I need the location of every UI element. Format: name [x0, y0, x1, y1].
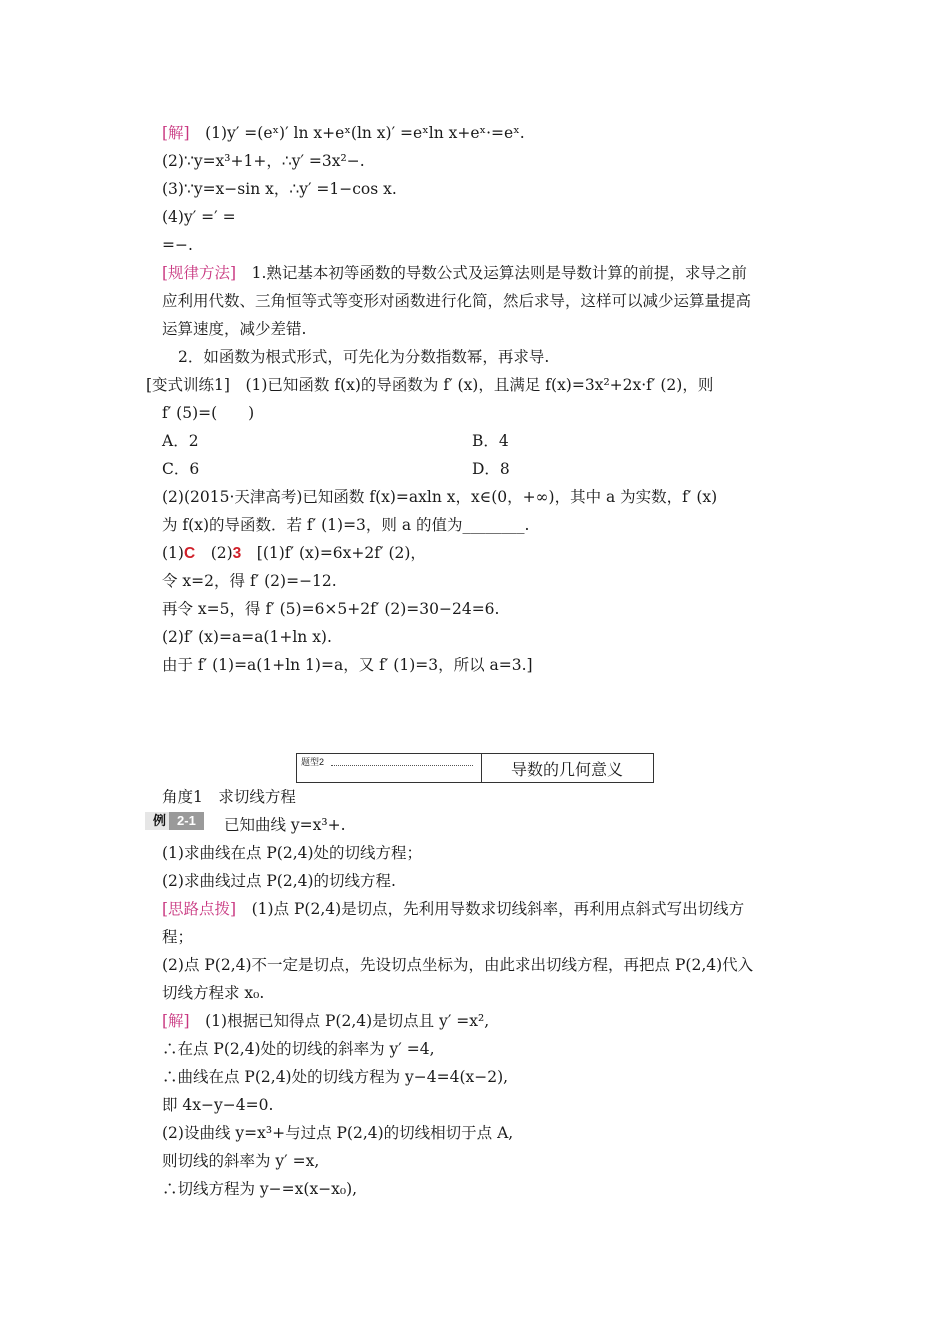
- method-text-1: 1.熟记基本初等函数的导数公式及运算法则是导数计算的前提，求导之前: [251, 264, 747, 282]
- line-2: (2)∵y=x³+1+，∴y′ =3x²−.: [162, 152, 365, 170]
- exercise-line-2: f′ (5)=( ): [162, 404, 255, 422]
- example-badge: [145, 812, 204, 830]
- method-line-3: 运算速度，减少差错.: [162, 320, 307, 338]
- answer-line-1: [162, 543, 426, 564]
- example-text: 已知曲线 y=x³+.: [224, 816, 346, 834]
- hint-line-2: 程；: [162, 928, 194, 946]
- example-badge-label: 例: [145, 812, 169, 830]
- line-1-text: (1)y′ =(eˣ)′ ln x+eˣ(ln x)′ =eˣln x+eˣ·=eˣ.: [205, 124, 525, 142]
- question-1: (1)求曲线在点 P(2,4)处的切线方程；: [162, 844, 423, 862]
- sol-text-1: (1)根据已知得点 P(2,4)是切点且 y′ =x²,: [205, 1012, 490, 1030]
- option-b: B．4: [472, 432, 509, 450]
- answer-line-2: 令 x=2，得 f′ (2)=−12.: [162, 572, 337, 590]
- answer-line-5: 由于 f′ (1)=a(1+ln 1)=a，又 f′ (1)=3，所以 a=3.]: [162, 656, 533, 674]
- hint-text-1: (1)点 P(2,4)是切点，先利用导数求切线斜率，再利用点斜式写出切线方: [251, 900, 745, 918]
- dotted-divider: [331, 765, 473, 766]
- question-2: (2)求曲线过点 P(2,4)的切线方程.: [162, 872, 396, 890]
- answer-line-4: (2)f′ (x)=a=a(1+ln x).: [162, 628, 332, 646]
- exercise-line-4: 为 f(x)的导函数．若 f′ (1)=3，则 a 的值为________.: [162, 516, 530, 534]
- exercise-line-3: (2)(2015·天津高考)已知函数 f(x)=axln x，x∈(0，+∞)，其中 a 为实数，f′ (x): [162, 488, 718, 506]
- answer-explain-1: [(1)f′ (x)=6x+2f′ (2)，: [256, 544, 426, 562]
- answer-part-2-label: (2): [210, 544, 233, 562]
- hint-tag: [思路点拨]: [162, 900, 237, 918]
- method-line-2: 应利用代数、三角恒等式等变形对函数进行化简，然后求导，这样可以减少运算量提高: [162, 292, 752, 310]
- sol-line-6: 则切线的斜率为 y′ =x,: [162, 1152, 320, 1170]
- section-label: 题型2: [301, 757, 325, 767]
- line-3: (3)∵y=x−sin x，∴y′ =1−cos x.: [162, 180, 397, 198]
- angle-heading: 角度1 求切线方程: [162, 788, 296, 806]
- answer-1: C: [183, 545, 196, 562]
- option-a: A．2: [162, 432, 199, 450]
- sol-tag: [解]: [162, 1012, 190, 1030]
- exercise-line-1: [变式训练1] (1)已知函数 f(x)的导函数为 f′ (x)，且满足 f(x)=3x²+2x·f′ (2)，则: [146, 376, 714, 394]
- example-badge-number: 2-1: [169, 812, 204, 830]
- section-header: [296, 753, 654, 783]
- answer-2: 3: [232, 545, 242, 562]
- section-header-left: [297, 754, 482, 782]
- hint-line-4: 切线方程求 x₀.: [162, 984, 265, 1002]
- sol-line-2: ∴在点 P(2,4)处的切线的斜率为 y′ =4,: [162, 1040, 435, 1058]
- sol-line-3: ∴曲线在点 P(2,4)处的切线方程为 y−4=4(x−2),: [162, 1068, 509, 1086]
- answer-line-3: 再令 x=5，得 f′ (5)=6×5+2f′ (2)=30−24=6.: [162, 600, 500, 618]
- sol-line-7: ∴切线方程为 y−=x(x−x₀),: [162, 1180, 358, 1198]
- solution-tag: [解]: [162, 124, 190, 142]
- method-line-1: [162, 263, 747, 283]
- sol-line-1: [162, 1011, 489, 1031]
- section-title: 导数的几何意义: [510, 760, 623, 779]
- line-5: =−.: [162, 236, 193, 254]
- sol-line-5: (2)设曲线 y=x³+与过点 P(2,4)的切线相切于点 A,: [162, 1124, 514, 1142]
- hint-line-3: (2)点 P(2,4)不一定是切点，先设切点坐标为，由此求出切线方程，再把点 P(2,4)代入: [162, 956, 754, 974]
- line-1: [162, 123, 525, 143]
- sol-line-4: 即 4x−y−4=0.: [162, 1096, 274, 1114]
- line-4: (4)y′ =′ =: [162, 208, 236, 226]
- method-line-4: 2．如函数为根式形式，可先化为分数指数幂，再求导.: [178, 348, 550, 366]
- option-d: D．8: [472, 460, 510, 478]
- method-tag: [规律方法]: [162, 264, 237, 282]
- answer-part-1-label: (1): [162, 544, 184, 562]
- option-c: C．6: [162, 460, 200, 478]
- hint-line-1: [162, 899, 744, 919]
